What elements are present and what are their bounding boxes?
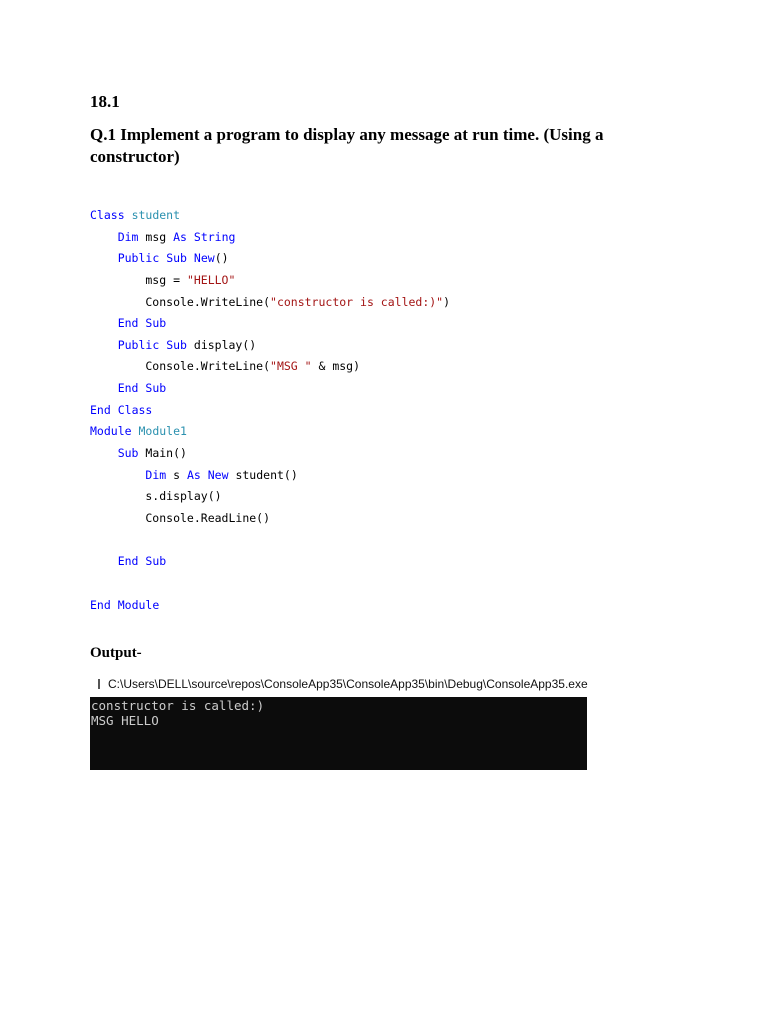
question-heading: Q.1 Implement a program to display any message at run time. (Using a constructor) [90,125,604,166]
code-token: Sub [145,316,167,331]
code-token: End [90,597,111,612]
code-token: Class [117,402,153,417]
code-token: Public [117,337,160,352]
console-app-icon [98,679,100,689]
code-token: New [207,467,229,482]
code-token [187,251,194,265]
code-line [90,356,450,378]
code-token: Public [117,251,160,266]
code-token [111,403,118,417]
code-token: Dim [145,467,167,482]
section-number: 18.1 [90,92,120,111]
code-line [90,530,450,552]
code-listing [90,205,450,616]
console-window-titlebar [90,672,587,696]
code-token: Sub [145,554,167,569]
code-line [90,313,450,335]
code-token [125,208,132,222]
code-token: End [117,316,139,331]
code-token [201,468,208,482]
code-token: New [193,251,215,266]
code-token: Console.WriteLine( [90,294,271,309]
code-token: String [193,229,236,244]
code-token: End [117,381,139,396]
code-token: Console.WriteLine( [90,359,271,374]
code-token: msg [138,229,174,244]
code-line [90,292,450,314]
code-token: "constructor is called:)" [270,294,444,309]
code-token: () [214,251,229,266]
console-output-line: constructor is called:) [91,698,265,713]
code-token: & msg) [311,359,361,374]
code-line [90,551,450,573]
code-token [90,446,118,460]
code-line [90,508,450,530]
code-line [90,595,450,617]
code-token: Sub [145,381,167,396]
code-line [90,335,450,357]
code-line [90,378,450,400]
code-line [90,421,450,443]
code-token: Sub [166,337,187,352]
code-token: s.display() [90,489,222,504]
console-output-line: MSG HELLO [91,713,159,728]
code-token [90,338,118,352]
code-token: "HELLO" [186,272,236,287]
code-token: display() [186,337,257,352]
code-token [90,468,145,482]
output-label: Output- [90,645,142,661]
code-line [90,400,450,422]
code-token: student [131,208,181,222]
code-token: msg = [90,272,187,287]
code-token: Sub [117,446,139,461]
code-token: ) [443,294,451,309]
code-line [90,443,450,465]
code-token: Dim [117,229,139,244]
code-token: "MSG " [270,359,312,374]
console-window-title: C:\Users\DELL\source\repos\ConsoleApp35\ConsoleApp35\bin\Debug\ConsoleApp35.exe [108,677,588,691]
code-line [90,270,450,292]
code-token: End [117,554,139,569]
console-output [90,697,587,770]
code-token: Console.ReadLine() [90,510,271,525]
code-token: End [90,402,111,417]
code-token: Main() [138,446,187,461]
code-token: Sub [166,251,187,266]
code-token [90,316,118,330]
code-token [90,251,118,265]
code-token [90,381,118,395]
code-line [90,248,450,270]
code-line [90,205,450,227]
code-line [90,486,450,508]
code-token: Module [117,597,160,612]
code-token: As [173,229,187,244]
code-line [90,227,450,249]
code-token: Module1 [138,424,187,439]
code-token [90,554,118,568]
code-token [90,230,118,244]
code-token: Class [90,208,125,222]
code-token [111,598,118,612]
code-token: As [186,467,201,482]
code-token: Module [90,424,132,439]
code-token: student() [228,467,298,482]
code-token: s [166,467,187,482]
code-line [90,573,450,595]
code-line [90,465,450,487]
code-token [187,230,194,244]
